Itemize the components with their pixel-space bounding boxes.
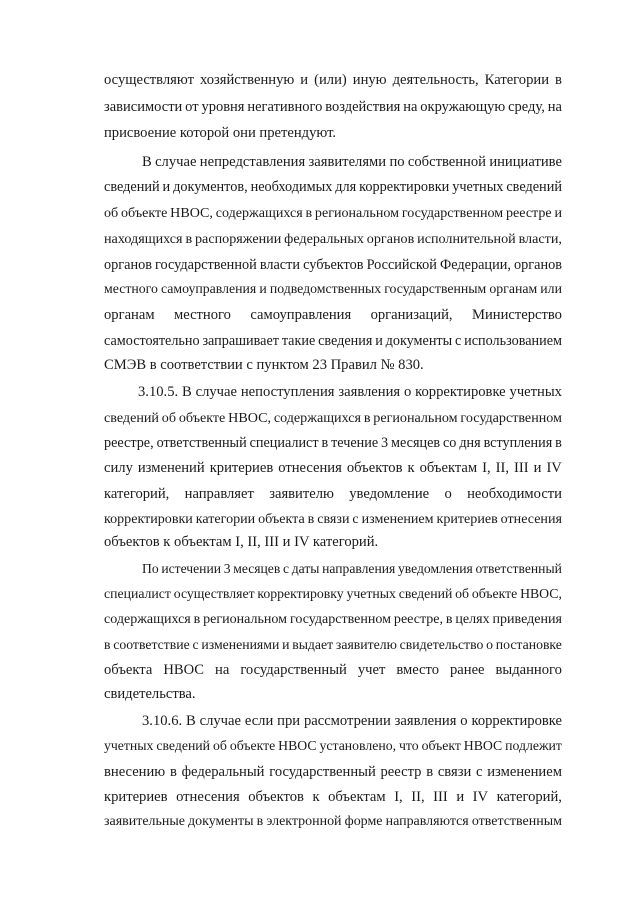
text-line: сведений об объекте НВОС, содержащихся в региональном государственном <box>104 410 562 426</box>
text-line: учетных сведений об объекте НВОС установлено, что объект НВОС подлежит <box>104 738 562 753</box>
text-line: категорий, направляет заявителю уведомление о необходимости <box>104 486 562 502</box>
text-line: находящихся в распоряжении федеральных органов исполнительной власти, <box>104 231 562 247</box>
text-line: осуществляют хозяйственную и (или) иную деятельность, Категории в <box>104 72 562 88</box>
text-line: присвоение которой они претендуют. <box>104 125 337 141</box>
text-line: органов государственной власти субъектов Российской Федерации, органов <box>104 257 562 273</box>
text-line: в соответствие с изменениями и выдает заявителю свидетельство о постановке <box>104 637 562 652</box>
text-line: самостоятельно запрашивает такие сведения и документы с использованием <box>104 333 562 349</box>
text-line: заявительные документы в электронной форме направляются ответственным <box>104 814 562 829</box>
text-line: внесению в федеральный государственный реестр в связи с изменением <box>104 764 562 780</box>
text-line: местного самоуправления и подведомственных государственным органам или <box>104 281 562 296</box>
text-line: свидетельства. <box>104 686 196 702</box>
text-line: 3.10.6. В случае если при рассмотрении заявления о корректировке <box>142 713 562 729</box>
text-line: корректировки категории объекта в связи с изменением критериев отнесения <box>104 511 562 527</box>
text-line: силу изменений критериев отнесения объектов к объектам I, II, III и IV <box>104 460 562 476</box>
text-line: объекта НВОС на государственный учет вместо ранее выданного <box>104 662 562 678</box>
text-line: 3.10.5. В случае непоступления заявления о корректировке учетных <box>138 384 562 400</box>
text-line: объектов к объектам I, II, III и IV категорий. <box>104 534 379 550</box>
text-line: В случае непредставления заявителями по собственной инициативе <box>142 154 562 170</box>
text-line: СМЭВ в соответствии с пунктом 23 Правил № 830. <box>104 357 424 373</box>
text-line: специалист осуществляет корректировку учетных сведений об объекте НВОС, <box>104 586 562 601</box>
text-line: критериев отнесения объектов к объектам I, II, III и IV категорий, <box>104 789 562 805</box>
text-line: По истечении 3 месяцев с даты направления уведомления ответственный <box>142 561 562 576</box>
text-line: реестре, ответственный специалист в течение 3 месяцев со дня вступления в <box>104 435 562 451</box>
text-line: об объекте НВОС, содержащихся в региональном государственном реестре и <box>104 205 562 221</box>
text-line: зависимости от уровня негативного воздействия на окружающую среду, на <box>104 99 562 115</box>
text-line: сведений и документов, необходимых для корректировки учетных сведений <box>104 179 562 195</box>
text-line: содержащихся в региональном государственном реестре, в целях приведения <box>104 611 562 627</box>
text-line: органам местного самоуправления организаций, Министерство <box>104 307 562 323</box>
